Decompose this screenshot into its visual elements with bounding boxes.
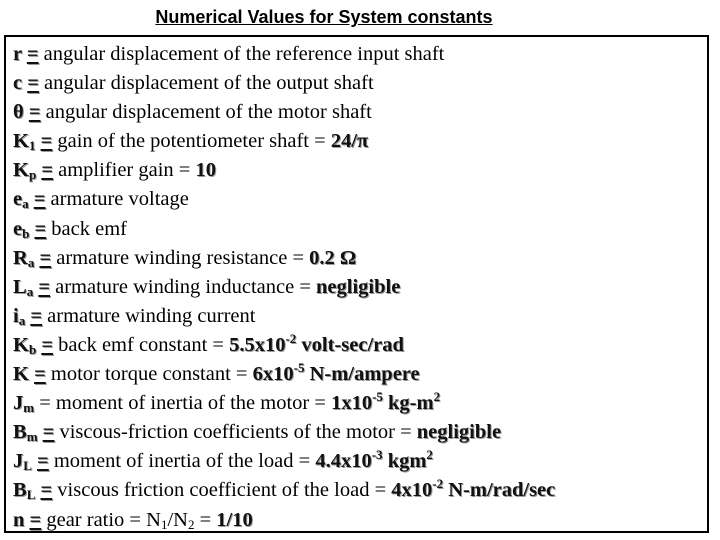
symbol: [13, 276, 50, 298]
description: angular displacement of the output shaft: [44, 72, 374, 95]
description: = moment of inertia of the motor =: [39, 392, 326, 415]
constant-row: [13, 331, 555, 360]
symbol: [13, 392, 34, 414]
symbol-equals: =: [28, 101, 41, 124]
symbol: [13, 43, 39, 65]
description: viscous-friction coefficients of the motor =: [59, 421, 412, 444]
constants-list: [13, 40, 555, 535]
constant-row: [13, 156, 555, 185]
value-unit-exponent: 2: [426, 447, 433, 463]
description-subscript-2: 2: [187, 516, 195, 532]
value-main: 10: [195, 159, 216, 182]
symbol-main: R: [13, 246, 28, 269]
symbol-equals: =: [37, 450, 49, 473]
constant-row: [13, 40, 555, 69]
description: armature winding current: [47, 304, 256, 327]
symbol-subscript: p: [28, 167, 37, 183]
symbol-main: J: [13, 450, 24, 473]
symbol-subscript: a: [27, 254, 35, 270]
constant-row: [13, 69, 555, 98]
symbol-subscript: L: [26, 487, 36, 503]
symbol-equals: =: [40, 479, 53, 502]
symbol-main: K: [13, 333, 29, 356]
value: [315, 447, 433, 473]
symbol-main: B: [13, 421, 27, 444]
constant-row: [13, 244, 555, 273]
symbol-main: J: [13, 392, 24, 415]
description-cont: /N: [167, 508, 188, 531]
description: back emf constant =: [58, 333, 224, 356]
value-unit: N-m/rad/sec: [443, 479, 556, 502]
value: [309, 247, 356, 269]
symbol-equals: =: [41, 333, 53, 356]
symbol-main: r: [13, 43, 22, 65]
symbol-equals: =: [34, 217, 47, 240]
constant-row: [13, 302, 555, 331]
symbol: [13, 363, 46, 385]
description-subscript: 1: [160, 516, 168, 532]
value-unit: N-m/ampere: [304, 363, 420, 386]
symbol-equals: =: [38, 275, 50, 298]
symbol: [13, 305, 42, 327]
symbol-subscript: a: [22, 196, 29, 212]
symbol-main: e: [13, 188, 23, 211]
constant-row: [13, 215, 555, 244]
description: armature voltage: [50, 188, 189, 211]
symbol-subscript: m: [26, 429, 38, 445]
description: gain of the potentiometer shaft =: [57, 130, 326, 153]
symbol-main: K: [13, 159, 29, 182]
symbol-equals: =: [29, 508, 42, 531]
description: gear ratio = N: [46, 508, 161, 531]
value: [331, 130, 368, 152]
symbol-main: i: [13, 304, 19, 327]
value-main: 4x10: [391, 479, 433, 502]
value: [252, 360, 420, 386]
value-main: 5.5x10: [229, 333, 286, 356]
value-exponent: -2: [432, 476, 444, 492]
symbol-main: c: [13, 72, 23, 95]
value-main: negligible: [316, 275, 401, 298]
symbol: [13, 101, 41, 123]
value-unit: kg-m: [382, 392, 434, 415]
symbol: [13, 188, 45, 210]
value-main: 1x10: [331, 392, 373, 415]
constant-row: [13, 389, 555, 418]
symbol: [13, 159, 53, 181]
symbol-main: θ: [13, 101, 24, 124]
description: armature winding inductance =: [55, 275, 311, 298]
symbol-subscript: b: [22, 225, 30, 241]
value-unit: kgm: [382, 450, 427, 473]
value-unit: volt-sec/rad: [296, 333, 404, 356]
value-main: negligible: [416, 421, 502, 444]
constant-row: [13, 127, 555, 156]
symbol-equals: =: [26, 43, 39, 65]
description-end: =: [194, 508, 212, 531]
symbol-equals: =: [30, 304, 43, 327]
constant-row: [13, 185, 555, 214]
value: [316, 276, 400, 298]
symbol: [13, 130, 52, 152]
symbol-subscript: 1: [28, 138, 36, 154]
constant-row: [13, 476, 555, 505]
symbol-equals: =: [39, 246, 52, 269]
symbol-main: e: [13, 217, 23, 240]
value: [417, 421, 501, 443]
constant-row: [13, 447, 555, 476]
symbol-subscript: m: [23, 400, 35, 416]
symbol: [13, 509, 41, 531]
value-main: 4.4x10: [315, 450, 372, 473]
description: viscous friction coefficient of the load =: [57, 479, 387, 502]
constant-row: [13, 360, 555, 389]
symbol-subscript: a: [26, 283, 34, 299]
description: angular displacement of the motor shaft: [45, 101, 372, 124]
value-unit-exponent: 2: [433, 389, 441, 405]
value-main: 24/π: [330, 130, 369, 153]
symbol-equals: =: [34, 363, 46, 386]
symbol-main: L: [13, 275, 27, 298]
value: [196, 159, 217, 181]
constant-row: [13, 273, 555, 302]
symbol-equals: =: [41, 159, 53, 182]
description: armature winding resistance =: [56, 246, 305, 269]
symbol-main: n: [13, 508, 25, 531]
value: [391, 476, 556, 502]
symbol: [13, 450, 49, 472]
description: moment of inertia of the load =: [53, 450, 311, 473]
symbol: [13, 72, 39, 94]
symbol-subscript: L: [23, 458, 32, 474]
symbol-equals: =: [40, 130, 53, 153]
constant-row: [13, 506, 555, 535]
symbol-equals: =: [33, 188, 46, 211]
page-title: Numerical Values for System constants: [155, 7, 493, 27]
description: back emf: [51, 217, 127, 240]
value: [229, 330, 404, 356]
value-exponent: -2: [285, 330, 297, 346]
value-exponent: -3: [371, 447, 383, 463]
constant-row: [13, 98, 555, 127]
symbol-main: B: [13, 479, 27, 502]
symbol-equals: =: [42, 421, 55, 444]
symbol-main: K: [13, 363, 29, 386]
symbol-subscript: b: [28, 341, 37, 357]
value-main: 6x10: [252, 363, 294, 386]
symbol: [13, 218, 46, 240]
value: [331, 389, 441, 415]
symbol: [13, 479, 52, 501]
description: motor torque constant =: [50, 363, 248, 386]
symbol-main: K: [13, 130, 29, 153]
constant-row: [13, 418, 555, 447]
description: angular displacement of the reference input shaft: [43, 43, 445, 65]
value-main: 0.2 Ω: [309, 246, 357, 269]
value-main: 1/10: [216, 508, 253, 531]
value: [216, 509, 252, 531]
value-exponent: -5: [372, 389, 383, 405]
symbol: [13, 334, 53, 356]
description: amplifier gain =: [58, 159, 191, 182]
symbol-equals: =: [27, 72, 39, 95]
symbol-subscript: a: [18, 312, 26, 328]
symbol: [13, 247, 51, 269]
value-exponent: -5: [293, 360, 305, 376]
symbol: [13, 421, 54, 443]
